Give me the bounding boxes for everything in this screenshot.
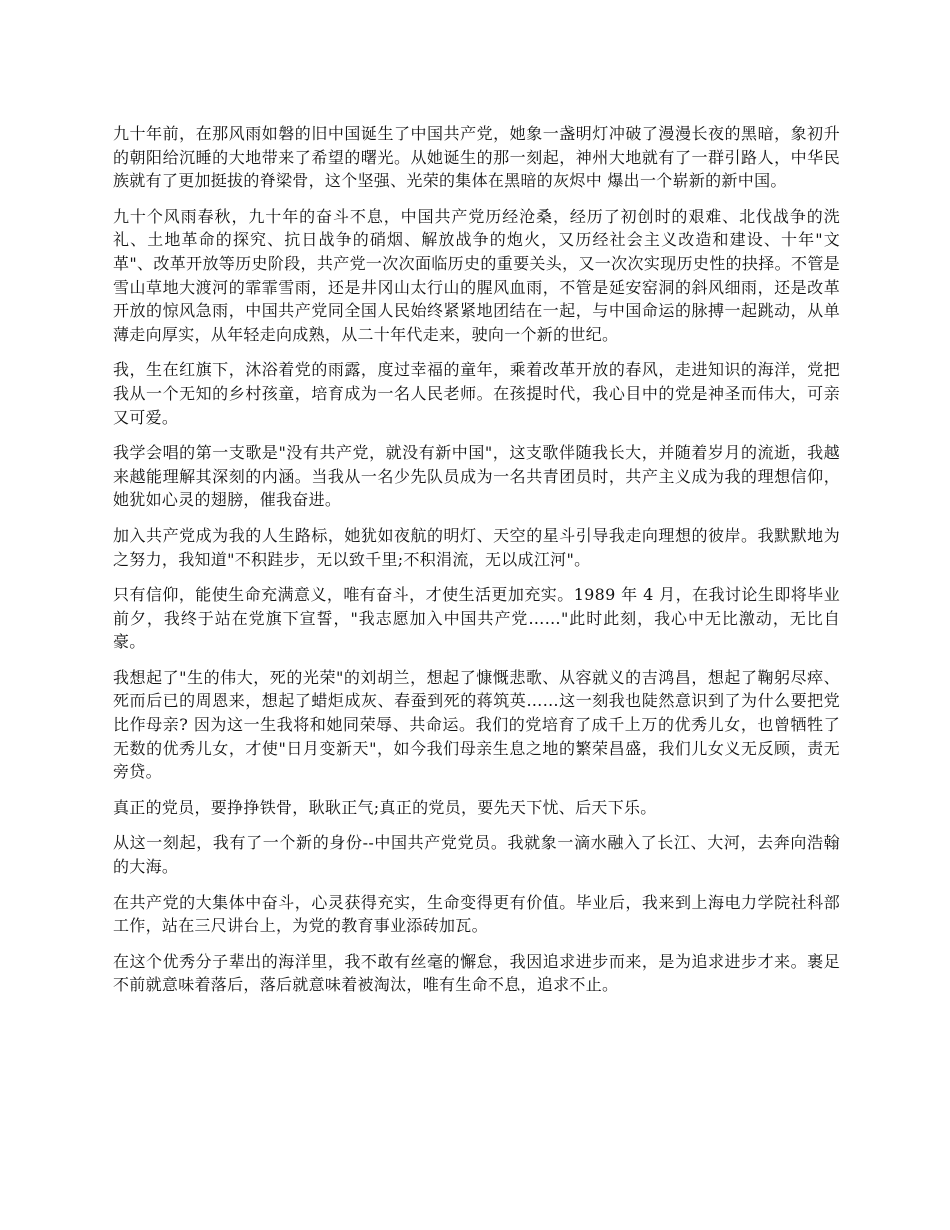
paragraph-11: 在这个优秀分子辈出的海洋里，我不敢有丝毫的懈怠，我因追求进步而来，是为追求进步才来。裹足不前就意味着落后，落后就意味着被淘汰，唯有生命不息，追求不止。: [113, 951, 840, 995]
paragraph-1: 九十年前，在那风雨如磐的旧中国诞生了中国共产党，她象一盏明灯冲破了漫漫长夜的黑暗，象初升的朝阳给沉睡的大地带来了希望的曙光。从她诞生的那一刻起，神州大地就有了一群引路人，中华民族就有了更加挺拔的脊梁骨，这个坚强、光荣的集体在黑暗的灰烬中 爆出一个崭新的新中国。: [113, 124, 840, 191]
paragraph-10: 在共产党的大集体中奋斗，心灵获得充实，生命变得更有价值。毕业后，我来到上海电力学院社科部工作，站在三尺讲台上，为党的教育事业添砖加瓦。: [113, 892, 840, 936]
paragraph-3: 我，生在红旗下，沐浴着党的雨露，度过幸福的童年，乘着改革开放的春风，走进知识的海洋，党把我从一个无知的乡村孩童，培育成为一名人民老师。在孩提时代，我心目中的党是神圣而伟大，可亲又可爱。: [113, 360, 840, 427]
paragraph-9: 从这一刻起，我有了一个新的身份--中国共产党党员。我就象一滴水融入了长江、大河，去奔向浩翰的大海。: [113, 833, 840, 877]
document-body: [113, 122, 840, 1009]
paragraph-4: 我学会唱的第一支歌是"没有共产党，就没有新中国"，这支歌伴随我长大，并随着岁月的流逝，我越来越能理解其深刻的内涵。当我从一名少先队员成为一名共青团员时，共产主义成为我的理想信仰，她犹如心灵的翅膀，催我奋进。: [113, 443, 840, 510]
paragraph-2: 九十个风雨春秋，九十年的奋斗不息，中国共产党历经沧桑，经历了初创时的艰难、北伐战争的洗礼、土地革命的探究、抗日战争的硝烟、解放战争的炮火，又历经社会主义改造和建设、十年"文革"、改革开放等历史阶段，共产党一次次面临历史的重要关头，又一次次实现历史性的抉择。不管是雪山草地大渡河的霏霏雪雨，还是井冈山太行山的腥风血雨，不管是延安窑洞的斜风细雨，还是改革开放的惊风急雨，中国共产党同全国人民始终紧紧地团结在一起，与中国命运的脉搏一起跳动，从单薄走向厚实，从年轻走向成熟，从二十年代走来，驶向一个新的世纪。: [113, 206, 840, 344]
paragraph-6: 只有信仰，能使生命充满意义，唯有奋斗，才使生活更加充实。1989 年 4 月，在我讨论生即将毕业前夕，我终于站在党旗下宣誓，"我志愿加入中国共产党……"此时此刻，我心中无比激动，无比自豪。: [113, 585, 840, 652]
paragraph-8: 真正的党员，要挣挣铁骨，耿耿正气;真正的党员，要先天下忧、后天下乐。: [113, 797, 657, 817]
paragraph-5: 加入共产党成为我的人生路标，她犹如夜航的明灯、天空的星斗引导我走向理想的彼岸。我默默地为 之努力，我知道"不积跬步，无以致千里;不积涓流，无以成江河"。: [113, 525, 840, 569]
paragraph-7: 我想起了"生的伟大，死的光荣"的刘胡兰，想起了慷慨悲歌、从容就义的吉鸿昌，想起了鞠躬尽瘁、死而后已的周恩来，想起了蜡炬成灰、春蚕到死的蒋筑英……这一刻我也陡然意识到了为什么要把党比作母亲? 因为这一生我将和她同荣辱、共命运。我们的党培育了成千上万的优秀儿女，也曾牺牲了无数的优秀儿女，才使"日月变新天"，如今我们母亲生息之地的繁荣昌盛，我们儿女义无反顾，责无旁贷。: [113, 667, 840, 782]
